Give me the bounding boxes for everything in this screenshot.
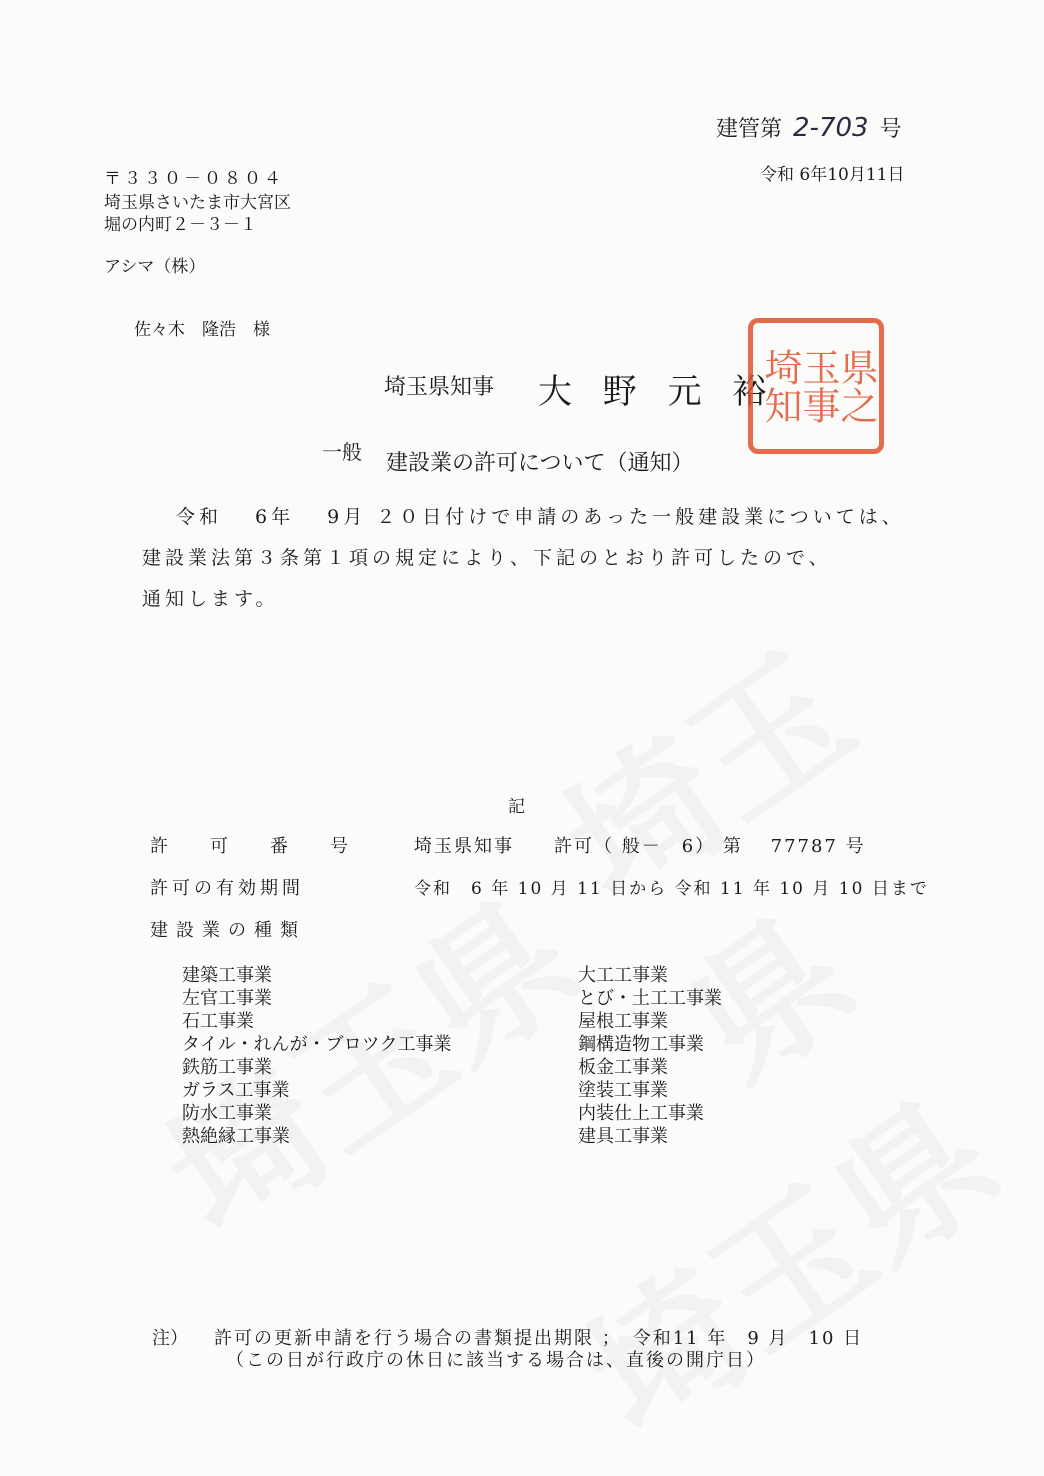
issuer-name: 大 野 元 裕 xyxy=(538,372,777,412)
types-left-list xyxy=(182,964,451,1148)
construction-type-item: 石工事業 xyxy=(182,1011,254,1032)
construction-type-item: 内装仕上工事業 xyxy=(578,1103,704,1124)
types-right-list xyxy=(578,964,722,1148)
construction-type-item: 大工工事業 xyxy=(578,965,668,986)
note-line1: 許可の更新申請を行う場合の書類提出期限 ； 令和11 年 9 月 10 日 xyxy=(214,1328,864,1349)
body-line3: 通知します。 xyxy=(142,588,279,610)
construction-type-item: 防水工事業 xyxy=(182,1103,272,1124)
address-line2: 堀の内町２－３－１ xyxy=(104,215,257,235)
body-line2: 建設業法第３条第１項の規定により、下記のとおり許可したので、 xyxy=(142,547,832,569)
issue-date: 令和 6年10月11日 xyxy=(760,165,905,185)
construction-type-item: 鉄筋工事業 xyxy=(182,1057,272,1078)
permit-number-label: 許 可 番 号 xyxy=(150,836,360,857)
construction-type-item: タイル・れんが・ブロツク工事業 xyxy=(182,1034,452,1055)
note-line2: （この日が行政庁の休日に該当する場合は、直後の開庁日） xyxy=(226,1350,766,1371)
construction-type-item: ガラス工事業 xyxy=(182,1080,290,1101)
subject-title: 建設業の許可について（通知） xyxy=(386,451,694,476)
validity-label: 許可の有効期間 xyxy=(150,878,304,899)
construction-type-item: 塗装工事業 xyxy=(578,1080,668,1101)
construction-type-item: とび・土工工事業 xyxy=(578,988,722,1009)
construction-type-item: 屋根工事業 xyxy=(578,1011,668,1032)
official-seal xyxy=(748,318,884,454)
subject-prefix: 一般 xyxy=(322,440,362,464)
body-line1: 令和 6年 9月 ２０日付けで申請のあった一般建設業については、 xyxy=(176,506,905,528)
ki-heading: 記 xyxy=(508,797,525,817)
types-row xyxy=(150,916,306,942)
company-name: アシマ（株） xyxy=(104,257,206,277)
types-label: 建設業の種類 xyxy=(150,920,306,941)
seal-column: 埼知 xyxy=(758,348,802,424)
construction-type-item: 建築工事業 xyxy=(182,965,272,986)
construction-type-item: 板金工事業 xyxy=(578,1057,668,1078)
seal-column: 県之 xyxy=(834,348,878,424)
validity-value: 令和 6 年 10 月 11 日から 令和 11 年 10 月 10 日まで xyxy=(414,879,929,899)
note-prefix: 注） xyxy=(152,1328,188,1349)
construction-type-item: 鋼構造物工事業 xyxy=(578,1034,704,1055)
postal-code: 〒３３０－０８０４ xyxy=(104,169,284,189)
doc-number xyxy=(716,112,902,143)
doc-number-suffix: 号 xyxy=(879,117,902,142)
seal-column: 玉事 xyxy=(796,348,840,424)
permit-number-row xyxy=(150,832,360,858)
construction-type-item: 左官工事業 xyxy=(182,988,272,1009)
validity-row xyxy=(150,874,304,900)
issuer-title: 埼玉県知事 xyxy=(384,375,495,400)
doc-number-handwritten: 2-703 xyxy=(793,113,869,143)
construction-type-item: 建具工事業 xyxy=(578,1126,668,1147)
doc-number-prefix: 建管第 xyxy=(716,117,783,142)
address-line1: 埼玉県さいたま市大宮区 xyxy=(104,193,291,213)
permit-number-value: 埼玉県知事 許可（ 般－ 6） 第 77787 号 xyxy=(414,836,866,857)
recipient-name: 佐々木 隆浩 様 xyxy=(134,320,270,340)
construction-type-item: 熱絶縁工事業 xyxy=(182,1126,290,1147)
